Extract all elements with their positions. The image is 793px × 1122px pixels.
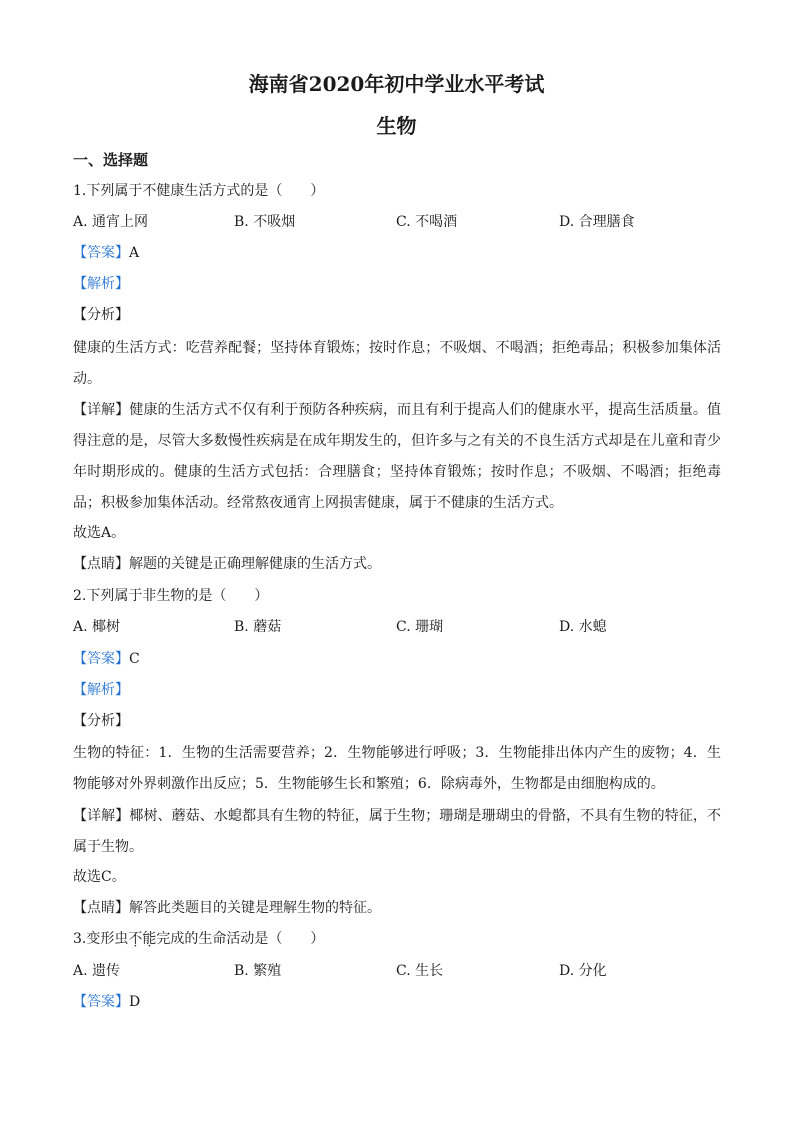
- q2-option-c: C. 珊瑚: [396, 619, 444, 635]
- exam-title: 海南省2020年初中学业水平考试: [248, 72, 545, 96]
- q2-option-b: B. 蘑菇: [234, 619, 282, 635]
- q1-option-b: B. 不吸烟: [234, 214, 296, 230]
- answer-label: 【答案】: [73, 994, 129, 1010]
- q2-option-a: A. 椰树: [73, 619, 121, 635]
- question-2-stem: 2.下列属于非生物的是（ ）: [73, 588, 269, 604]
- q2-answer: [73, 649, 140, 669]
- q3-emphasis-a: 不: [128, 931, 143, 947]
- q2-fenxi-text: 生物的特征：1．生物的生活需要营养；2．生物能够进行呼吸；3．生物能排出体内产生的废物；4．生物能够对外界刺激作出反应；5．生物能够生长和繁殖；6．除病毒外，生物都是由细胞构成的。: [73, 745, 721, 792]
- q1-option-a: A. 通宵上网: [73, 214, 149, 230]
- q2-jiexi-label: 【解析】: [73, 682, 129, 698]
- q3-stem-part: 3.变形虫: [73, 931, 129, 947]
- q3-answer: [73, 992, 140, 1012]
- q2-dianjing: 【点睛】解答此类题目的关键是理解生物的特征。: [73, 900, 381, 916]
- question-3-stem: [73, 929, 324, 949]
- section-heading: 一、选择题: [73, 151, 149, 169]
- answer-label: 【答案】: [73, 245, 129, 261]
- q2-conclusion: 故选C。: [73, 869, 126, 885]
- q1-jiexi-label: 【解析】: [73, 276, 129, 292]
- q1-dianjing: 【点睛】解题的关键是正确理解健康的生活方式。: [73, 556, 381, 572]
- q1-conclusion: 故选A。: [73, 525, 126, 541]
- q3-emphasis-b: 能: [142, 931, 157, 947]
- q1-fenxi-label: 【分析】: [73, 307, 129, 323]
- q3-option-a: A. 遗传: [73, 963, 121, 979]
- q1-option-c: C. 不喝酒: [396, 214, 458, 230]
- q2-option-d: D. 水螅: [559, 619, 607, 635]
- q1-answer: [73, 243, 139, 263]
- answer-label: 【答案】: [73, 651, 129, 667]
- answer-value: C: [129, 651, 140, 667]
- answer-value: A: [129, 245, 140, 261]
- answer-value: D: [129, 994, 141, 1010]
- q2-xiangjie: 【详解】椰树、蘑菇、水螅都具有生物的特征，属于生物；珊瑚是珊瑚虫的骨骼，不具有生物的特征，不属于生物。: [73, 808, 721, 855]
- question-1-stem: 1.下列属于不健康生活方式的是（ ）: [73, 183, 325, 199]
- q3-option-c: C. 生长: [396, 963, 444, 979]
- q1-fenxi-text: 健康的生活方式：吃营养配餐；坚持体育锻炼；按时作息；不吸烟、不喝酒；拒绝毒品；积极参加集体活动。: [73, 340, 721, 387]
- q3-option-d: D. 分化: [559, 963, 607, 979]
- q2-fenxi-label: 【分析】: [73, 713, 129, 729]
- q1-option-d: D. 合理膳食: [559, 214, 635, 230]
- q3-option-b: B. 繁殖: [234, 963, 282, 979]
- exam-subject: 生物: [376, 114, 417, 138]
- q1-xiangjie: 【详解】健康的生活方式不仅有利于预防各种疾病，而且有利于提高人们的健康水平，提高生活质量。值得注意的是，尽管大多数慢性疾病是在成年期发生的，但许多与之有关的不良生活方式却是在儿童和青少年时期形成的。健康的生活方式包括：合理膳食；坚持体育锻炼；按时作息；不吸烟、不喝酒；拒绝毒品；积极参加集体活动。经常熬夜通宵上网损害健康，属于不健康的生活方式。: [73, 402, 721, 511]
- q3-stem-part: 完成的生命活动是（ ）: [156, 931, 325, 947]
